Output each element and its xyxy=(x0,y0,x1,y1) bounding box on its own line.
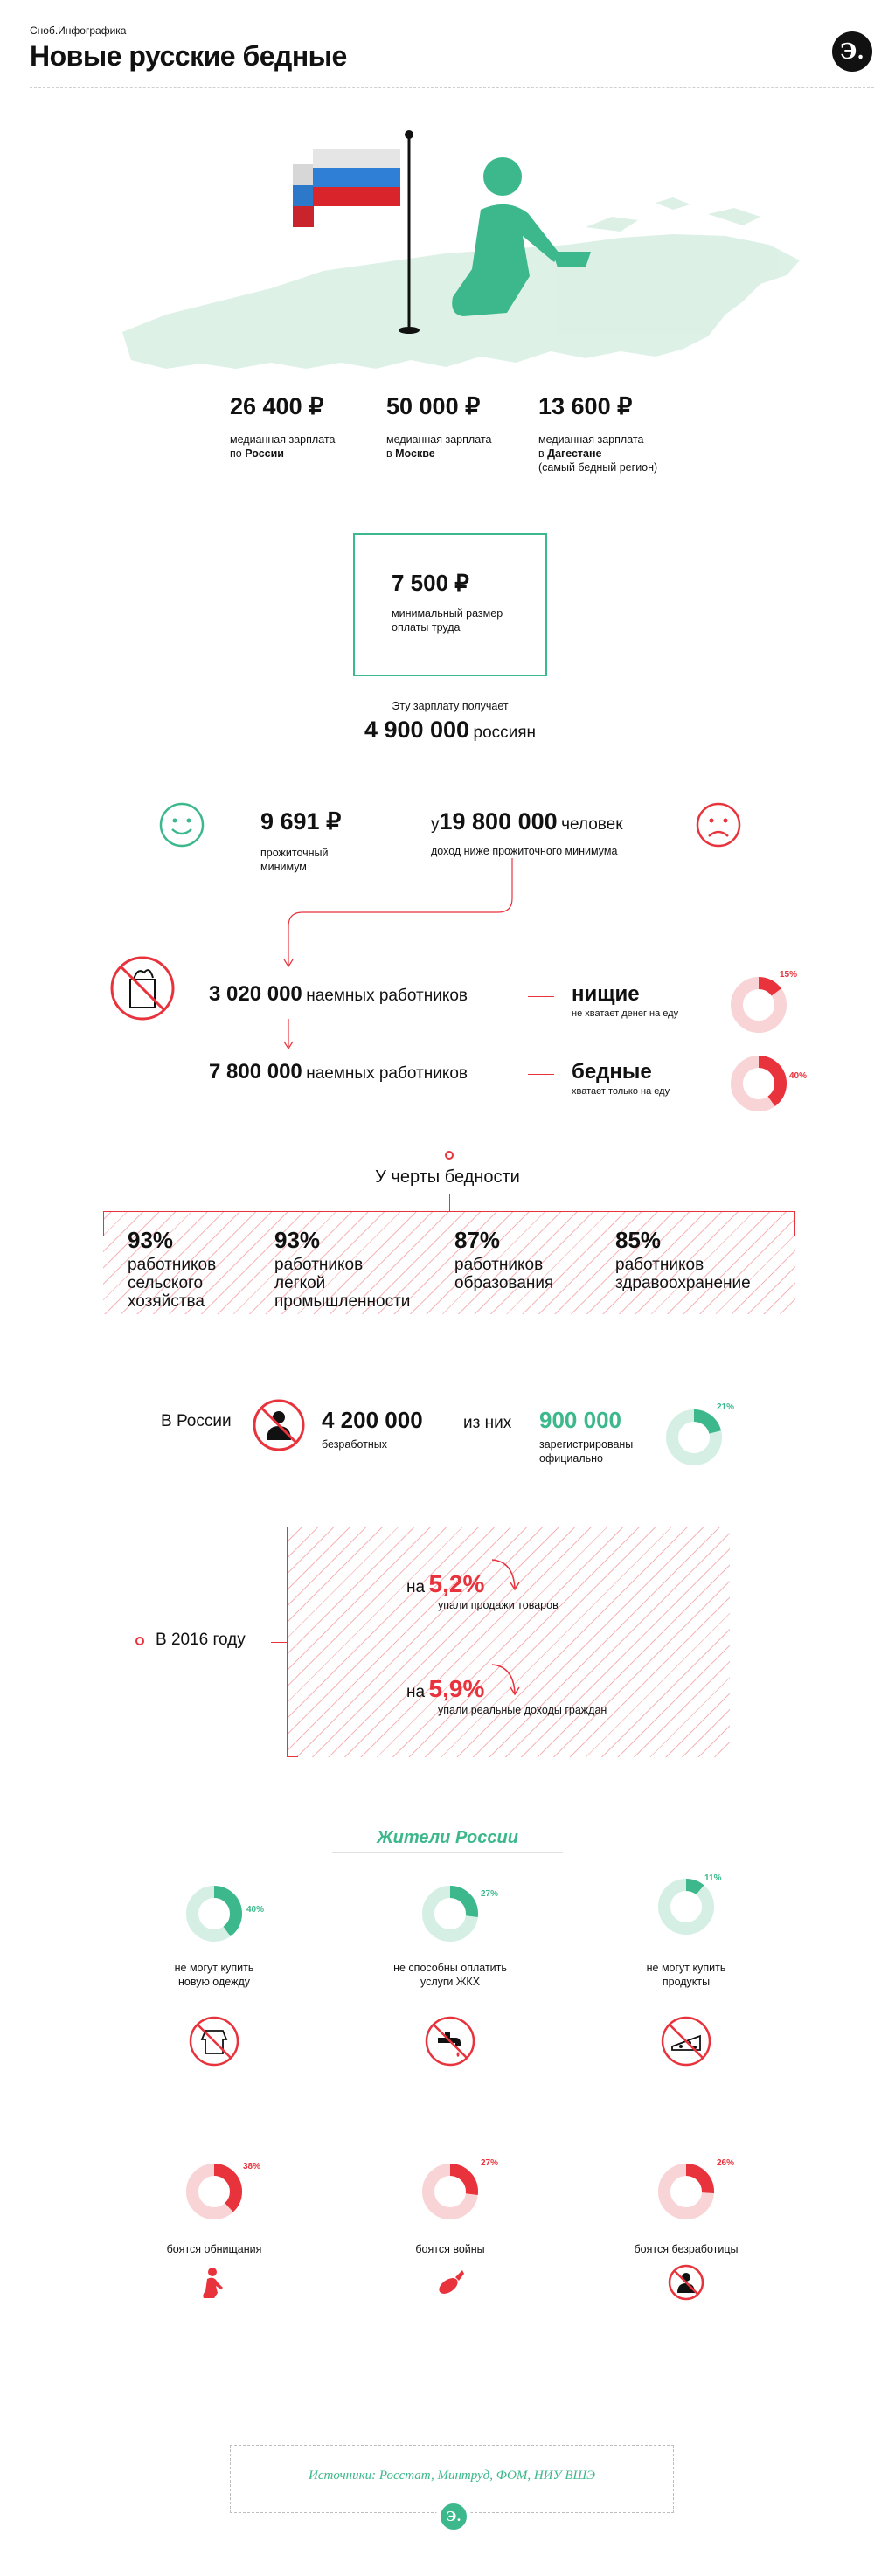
poverty-item: 93% работников легкой промышленности xyxy=(274,1227,411,1311)
dash xyxy=(528,1074,554,1075)
clothes-icon xyxy=(188,2015,240,2067)
arrow-down-icon xyxy=(487,1556,525,1602)
salary-place: Дагестане xyxy=(547,447,602,460)
donut-pct-label: 21% xyxy=(717,1402,735,1412)
arrow-down-icon xyxy=(487,1661,525,1707)
russia-map-illustration xyxy=(96,122,813,402)
salary-place: России xyxy=(245,447,284,460)
footer-logo[interactable]: Э. xyxy=(436,2499,471,2534)
salary-label: медианная зарплата xyxy=(386,433,492,446)
salary-note: (самый бедный регион) xyxy=(538,461,658,474)
decline-income: на 5,9% упали реальные доходы граждан xyxy=(406,1675,607,1716)
min-wage-note: Эту зарплату получает xyxy=(392,700,509,712)
brand-label: Сноб.Инфографика xyxy=(30,24,127,37)
min-wage-count: 4 900 000 россиян xyxy=(364,717,537,743)
min-wage-value: 7 500 ₽ xyxy=(392,570,469,596)
status-poor-extreme: нищие не хватает денег на еду xyxy=(572,982,679,1019)
fear-label: боятся обнищания xyxy=(166,2243,262,2255)
donut-pct-label: 26% xyxy=(717,2158,735,2168)
bomb-icon xyxy=(433,2265,468,2300)
bullet-icon xyxy=(444,1150,454,1160)
residents-title: Жители России xyxy=(377,1828,518,1847)
unemployed-person-icon xyxy=(252,1398,306,1452)
salary-value: 26 400 ₽ xyxy=(230,393,324,419)
status-poor: бедные хватает только на еду xyxy=(572,1060,670,1097)
donut-chart xyxy=(179,1879,249,1949)
donut-chart xyxy=(415,2157,485,2226)
donut-pct-label: 15% xyxy=(780,970,798,980)
salary-value: 13 600 ₽ xyxy=(538,393,633,419)
faucet-icon xyxy=(424,2015,476,2067)
workers-row-2: 7 800 000 наемных работников xyxy=(209,1060,468,1084)
poverty-title: У черты бедности xyxy=(375,1167,520,1187)
min-wage-label: оплаты труда xyxy=(392,621,461,634)
salary-label: медианная зарплата xyxy=(230,433,336,446)
donut-pct-label: 11% xyxy=(704,1873,722,1883)
donut-chart xyxy=(179,2157,249,2226)
poverty-item: 87% работников образования xyxy=(454,1227,554,1292)
donut-pct-label: 40% xyxy=(789,1071,808,1081)
cannot-label: не могут купить новую одежду xyxy=(174,1962,254,1988)
salary-russia: 26 400 ₽ медианная зарплата по России xyxy=(230,393,387,460)
salary-label: медианная зарплата xyxy=(538,433,644,446)
logo[interactable]: Э. xyxy=(832,31,872,72)
salary-value: 50 000 ₽ xyxy=(386,393,481,419)
donut-chart xyxy=(724,970,794,1040)
donut-chart xyxy=(724,1049,794,1118)
decline-sales: на 5,2% упали продажи товаров xyxy=(406,1570,559,1611)
sources-text: Источники: Росстат, Минтруд, ФОМ, НИУ ВШЭ xyxy=(309,2469,595,2483)
divider xyxy=(332,1852,563,1853)
divider xyxy=(30,87,874,88)
russia-map-icon xyxy=(122,197,800,369)
connector xyxy=(271,1642,287,1643)
year2016-panel xyxy=(287,1527,730,1757)
subsistence-label: прожиточный xyxy=(260,847,329,859)
salary-moscow: 50 000 ₽ медианная зарплата в Москве xyxy=(386,393,544,460)
donut-pct-label: 27% xyxy=(481,1889,499,1899)
donut-chart xyxy=(659,1402,729,1472)
donut-chart xyxy=(415,1879,485,1949)
donut-pct-label: 38% xyxy=(243,2162,261,2171)
min-wage-box xyxy=(353,533,547,676)
bullet-icon xyxy=(135,1636,145,1646)
below-label: доход ниже прожиточного минимума xyxy=(431,845,618,857)
grocery-bag-icon xyxy=(109,955,176,1021)
sad-face-icon xyxy=(695,801,742,848)
unemployed-block: 4 200 000 безработных xyxy=(322,1407,423,1451)
year-label: В 2016 году xyxy=(156,1631,246,1649)
fear-label: боятся войны xyxy=(415,2243,485,2255)
donut-track xyxy=(664,1885,708,1929)
beggar-icon xyxy=(197,2265,232,2300)
workers-row-1: 3 020 000 наемных работников xyxy=(209,982,468,1006)
happy-face-icon xyxy=(158,801,205,848)
poverty-item: 93% работников сельского хозяйства xyxy=(128,1227,217,1311)
cannot-label: не могут купить продукты xyxy=(646,1962,726,1988)
unemployed-prefix: В России xyxy=(161,1412,232,1430)
of-them-label: из них xyxy=(463,1414,512,1432)
donut-chart xyxy=(651,2157,721,2226)
salary-place: Москве xyxy=(395,447,435,460)
connector xyxy=(449,1194,450,1211)
subsistence-value: 9 691 ₽ xyxy=(260,808,342,834)
donut-pct-label: 40% xyxy=(246,1905,265,1915)
unemployed-icon xyxy=(667,2263,705,2302)
poverty-item: 85% работников здравоохранение xyxy=(615,1227,751,1292)
cannot-label: не способны оплатить услуги ЖКХ xyxy=(393,1962,507,1988)
cheese-icon xyxy=(660,2015,712,2067)
poverty-panel xyxy=(103,1211,795,1314)
dash xyxy=(528,996,554,997)
page-title: Новые русские бедные xyxy=(30,40,347,72)
donut-pct-label: 27% xyxy=(481,2158,499,2168)
min-wage-label: минимальный размер xyxy=(392,607,503,620)
fear-label: боятся безработицы xyxy=(634,2243,739,2255)
salary-dagestan: 13 600 ₽ медианная зарплата в Дагестане (самый бедный регион) xyxy=(538,393,713,474)
subsistence-label: минимум xyxy=(260,861,307,873)
registered-block: 900 000 зарегистрированы официально xyxy=(539,1407,634,1465)
below-subsistence-block: у19 800 000 человек доход ниже прожиточного минимума xyxy=(431,808,623,857)
